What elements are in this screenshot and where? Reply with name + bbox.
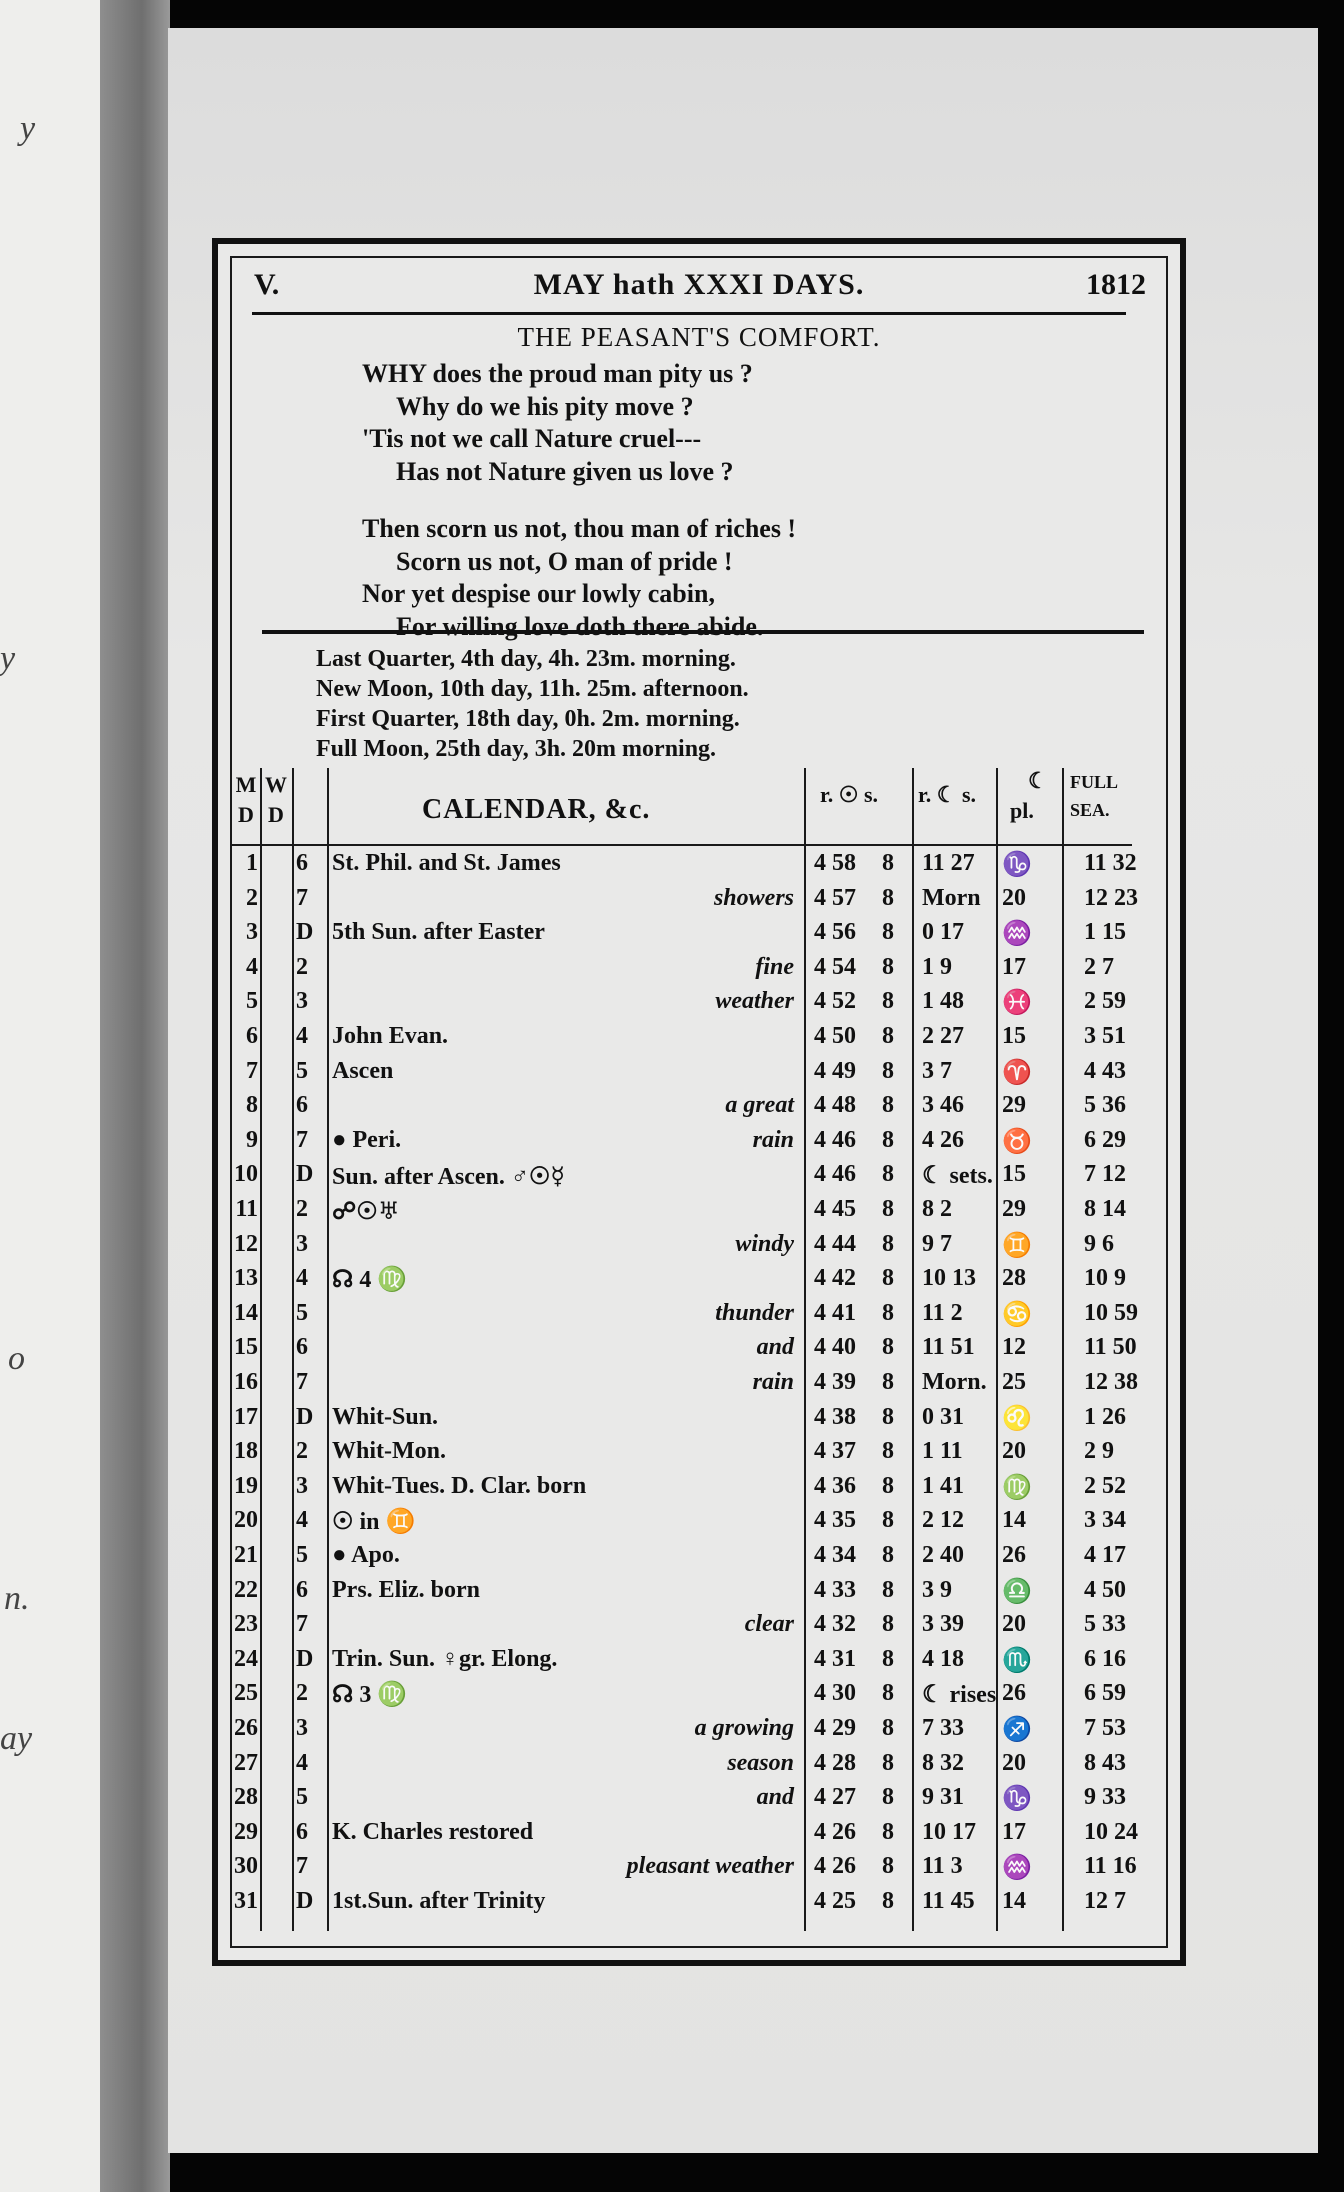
day-of-week: 2 [296, 1680, 308, 1707]
moon-rise-set: 3 9 [922, 1576, 952, 1603]
day-of-week: 6 [296, 850, 308, 876]
moon-place: 15 [1002, 1023, 1026, 1049]
calendar-note: ● Peri. [332, 1126, 402, 1153]
weather-note: rain [752, 1126, 794, 1153]
moon-rise-set: 1 9 [922, 953, 952, 980]
day-of-week: 4 [296, 1023, 308, 1049]
calendar-note: ☊ 3 ♍ [332, 1682, 408, 1709]
full-sea: 4 43 [1084, 1057, 1126, 1084]
moon-rise-set: 11 2 [922, 1299, 963, 1326]
almanac-inner-border [230, 256, 1168, 1948]
calendar-title: CALENDAR, &c. [422, 794, 651, 825]
weather-note: showers [713, 884, 794, 911]
poem-line: Scorn us not, O man of pride ! [396, 546, 733, 576]
day-of-month: 3 [246, 919, 258, 946]
calendar-note: Prs. Eliz. born [332, 1576, 480, 1603]
sun-rise: 4 46 [814, 1161, 856, 1188]
sun-rise: 4 48 [814, 1092, 856, 1119]
day-of-week: 7 [296, 1611, 308, 1638]
sun-set: 8 [882, 1645, 894, 1672]
calendar-note: 1st.Sun. after Trinity [332, 1888, 546, 1914]
full-sea: 11 32 [1084, 850, 1137, 876]
moon-rise-set: ☾ rises [922, 1682, 997, 1709]
sun-rise: 4 37 [814, 1438, 856, 1465]
moon-rise-set: 11 3 [922, 1853, 963, 1880]
sun-set: 8 [882, 1369, 894, 1395]
header-md: M [235, 772, 257, 797]
sun-rise: 4 34 [814, 1542, 856, 1568]
full-sea: 1 26 [1084, 1403, 1126, 1430]
month-title: MAY hath XXXI DAYS. [533, 268, 865, 301]
moon-phase-line: Last Quarter, 4th day, 4h. 23m. morning. [316, 646, 736, 672]
day-of-month: 18 [234, 1438, 258, 1465]
moon-rise-set: 0 31 [922, 1403, 964, 1430]
moon-place: 20 [1002, 1749, 1026, 1776]
sun-rise: 4 29 [814, 1715, 856, 1741]
moon-place: ♓ [1002, 990, 1032, 1017]
calendar-note: John Evan. [332, 1023, 449, 1049]
full-sea: 4 50 [1084, 1576, 1126, 1603]
full-sea: 11 50 [1084, 1334, 1137, 1361]
day-of-month: 2 [246, 884, 258, 911]
full-sea: 2 7 [1084, 953, 1114, 980]
poem-line: For willing love doth there abide. [396, 611, 764, 641]
moon-rise-set: 4 18 [922, 1645, 964, 1672]
poem-line: 'Tis not we call Nature cruel--- [362, 424, 702, 453]
full-sea: 12 38 [1084, 1369, 1138, 1395]
full-sea: 5 36 [1084, 1092, 1126, 1119]
weather-note: thunder [715, 1299, 794, 1326]
full-sea: 10 24 [1084, 1818, 1138, 1845]
day-of-week: 2 [296, 1196, 308, 1222]
sun-rise: 4 54 [814, 953, 856, 980]
day-of-week: 7 [296, 1369, 308, 1395]
full-sea: 1 15 [1084, 919, 1126, 946]
header-rule [252, 312, 1126, 315]
day-of-week: D [296, 1161, 314, 1188]
sun-rise: 4 45 [814, 1196, 856, 1222]
poem-body [362, 358, 796, 643]
book-spine-shadow [100, 0, 170, 2192]
calendar-note: Whit-Tues. D. Clar. born [332, 1472, 587, 1499]
sun-set: 8 [882, 1265, 894, 1292]
day-of-week: 4 [296, 1749, 308, 1776]
sun-set: 8 [882, 1680, 894, 1707]
calendar-note: ● Apo. [332, 1542, 400, 1568]
day-of-week: D [296, 1645, 314, 1672]
moon-rise-set: 4 26 [922, 1126, 964, 1153]
header-moon-pl: pl. [1010, 798, 1034, 823]
sun-set: 8 [882, 1057, 894, 1084]
sun-rise: 4 39 [814, 1369, 856, 1395]
day-of-week: 3 [296, 988, 308, 1015]
sun-set: 8 [882, 1334, 894, 1361]
page-header [232, 258, 1166, 314]
calendar-note: Ascen [332, 1057, 394, 1084]
day-of-week: 5 [296, 1299, 308, 1326]
moon-place: ♏ [1002, 1647, 1032, 1674]
sea-divider [1062, 768, 1064, 1931]
moon-rise-set: 11 51 [922, 1334, 975, 1361]
day-of-week: 3 [296, 1715, 308, 1741]
calendar-note: K. Charles restored [332, 1818, 534, 1845]
sun-set: 8 [882, 1092, 894, 1119]
weather-note: clear [744, 1611, 794, 1638]
sun-set: 8 [882, 1888, 894, 1914]
sun-rise: 4 52 [814, 988, 856, 1015]
sun-rise: 4 57 [814, 884, 856, 911]
sun-rise: 4 38 [814, 1403, 856, 1430]
sun-set: 8 [882, 1507, 894, 1534]
sun-rise: 4 49 [814, 1057, 856, 1084]
moon-place: 26 [1002, 1542, 1026, 1568]
sun-set: 8 [882, 1472, 894, 1499]
day-of-week: 6 [296, 1092, 308, 1119]
header-wd: D [268, 802, 284, 827]
sun-rise: 4 35 [814, 1507, 856, 1534]
day-of-month: 8 [246, 1092, 258, 1119]
moon-place: 28 [1002, 1265, 1026, 1292]
day-of-month: 25 [234, 1680, 258, 1707]
moon-place: ♑ [1002, 852, 1032, 878]
sun-rise: 4 46 [814, 1126, 856, 1153]
sun-set: 8 [882, 1715, 894, 1741]
weather-note: pleasant weather [626, 1853, 794, 1880]
moon-place: 15 [1002, 1161, 1026, 1188]
weather-note: a great [725, 1092, 794, 1119]
moon-rise-set: 2 12 [922, 1507, 964, 1534]
day-of-week: 7 [296, 884, 308, 911]
sun-set: 8 [882, 1126, 894, 1153]
sun-set: 8 [882, 1438, 894, 1465]
moon-rise-set: 1 41 [922, 1472, 964, 1499]
full-sea: 8 43 [1084, 1749, 1126, 1776]
sun-rise: 4 44 [814, 1230, 856, 1257]
moon-rise-set: 9 7 [922, 1230, 952, 1257]
moon-place: 14 [1002, 1507, 1026, 1534]
moon-place: ♍ [1002, 1474, 1032, 1501]
full-sea: 6 16 [1084, 1645, 1126, 1672]
moon-rise-set: 3 7 [922, 1057, 952, 1084]
full-sea: 2 59 [1084, 988, 1126, 1015]
day-of-month: 21 [234, 1542, 258, 1568]
moon-divider [912, 768, 914, 1931]
full-sea: 3 51 [1084, 1023, 1126, 1049]
weather-note: rain [752, 1369, 794, 1395]
full-sea: 9 33 [1084, 1784, 1126, 1811]
full-sea: 8 14 [1084, 1196, 1126, 1222]
day-of-week: 3 [296, 1472, 308, 1499]
left-page-edge [0, 0, 110, 2192]
full-sea: 6 29 [1084, 1126, 1126, 1153]
weather-note: a growing [694, 1715, 794, 1741]
header-rule [232, 844, 1132, 846]
calendar-note: ☊ 4 ♍ [332, 1267, 408, 1294]
full-sea: 6 59 [1084, 1680, 1126, 1707]
calendar-note: Whit-Sun. [332, 1403, 439, 1430]
day-of-month: 6 [246, 1023, 258, 1049]
sun-rise: 4 25 [814, 1888, 856, 1914]
moon-rise-set: 8 2 [922, 1196, 952, 1222]
sun-set: 8 [882, 884, 894, 911]
moon-rise-set: Morn [922, 884, 981, 911]
day-of-month: 9 [246, 1126, 258, 1153]
day-of-week: 5 [296, 1057, 308, 1084]
header-full-sea: FULL [1070, 772, 1119, 792]
sun-set: 8 [882, 1576, 894, 1603]
marginalia-mark: y [20, 110, 36, 147]
weather-note: weather [715, 988, 794, 1015]
calendar-note: 5th Sun. after Easter [332, 919, 545, 946]
day-of-month: 28 [234, 1784, 258, 1811]
md-wd-divider [260, 768, 262, 1931]
sun-rise: 4 31 [814, 1645, 856, 1672]
day-of-week: 4 [296, 1265, 308, 1292]
sun-rise: 4 40 [814, 1334, 856, 1361]
wd-divider [292, 768, 294, 1931]
stanza-gap [362, 488, 796, 513]
day-of-month: 23 [234, 1611, 258, 1638]
year-label: 1812 [1086, 268, 1146, 301]
moon-rise-set: Morn. [922, 1369, 987, 1395]
full-sea: 12 23 [1084, 884, 1138, 911]
moon-place: ♋ [1002, 1301, 1032, 1328]
header-sun: r. ☉ s. [820, 782, 879, 807]
day-of-month: 13 [234, 1265, 258, 1292]
almanac-frame [212, 238, 1186, 1966]
day-of-week: 2 [296, 1438, 308, 1465]
weather-note: windy [735, 1230, 794, 1257]
day-of-month: 7 [246, 1057, 258, 1084]
moon-place: ♈ [1002, 1059, 1032, 1086]
sun-set: 8 [882, 1299, 894, 1326]
day-of-month: 1 [246, 850, 258, 876]
moon-place: 20 [1002, 1611, 1026, 1638]
full-sea: 7 53 [1084, 1715, 1126, 1741]
calendar-note: ☍☉♅ [332, 1199, 400, 1225]
moon-place: 25 [1002, 1369, 1026, 1395]
moon-rise-set: 10 13 [922, 1265, 976, 1292]
moon-rise-set: 9 31 [922, 1784, 964, 1811]
day-of-week: 3 [296, 1230, 308, 1257]
day-of-month: 30 [234, 1853, 258, 1880]
sun-rise: 4 27 [814, 1784, 856, 1811]
text-divider [327, 768, 329, 1931]
header-moon: r. ☾ s. [918, 782, 977, 807]
sun-rise: 4 26 [814, 1818, 856, 1845]
marginalia-mark: y [0, 640, 16, 677]
day-of-week: 6 [296, 1334, 308, 1361]
sun-rise: 4 41 [814, 1299, 856, 1326]
moon-place: ♎ [1002, 1578, 1032, 1605]
day-of-week: D [296, 1888, 314, 1914]
moon-place: ♊ [1002, 1232, 1032, 1259]
day-of-week: D [296, 919, 314, 946]
moon-rise-set: 1 48 [922, 988, 964, 1015]
day-of-month: 12 [234, 1230, 258, 1257]
sun-set: 8 [882, 1818, 894, 1845]
sun-rise: 4 30 [814, 1680, 856, 1707]
day-of-month: 14 [234, 1299, 258, 1326]
moon-place: 17 [1002, 1818, 1026, 1845]
day-of-month: 24 [234, 1645, 258, 1672]
day-of-month: 26 [234, 1715, 258, 1741]
header-wd: W [265, 772, 287, 797]
header-md: D [238, 802, 254, 827]
day-of-week: D [296, 1403, 314, 1430]
full-sea: 7 12 [1084, 1161, 1126, 1188]
day-of-month: 5 [246, 988, 258, 1015]
day-of-month: 19 [234, 1472, 258, 1499]
moon-phases [316, 644, 749, 764]
moon-rise-set: 10 17 [922, 1818, 976, 1845]
day-of-week: 4 [296, 1507, 308, 1534]
sun-rise: 4 50 [814, 1023, 856, 1049]
sun-rise: 4 58 [814, 850, 856, 876]
day-of-week: 7 [296, 1853, 308, 1880]
signature-mark: V. [254, 268, 280, 301]
moon-phase-line: Full Moon, 25th day, 3h. 20m morning. [316, 736, 717, 762]
sun-rise: 4 28 [814, 1749, 856, 1776]
full-sea: 2 9 [1084, 1438, 1114, 1465]
sun-set: 8 [882, 1230, 894, 1257]
moon-place: ♐ [1002, 1717, 1032, 1743]
moon-rise-set: 1 11 [922, 1438, 963, 1465]
day-of-month: 29 [234, 1818, 258, 1845]
moon-place: 20 [1002, 1438, 1026, 1465]
day-of-month: 17 [234, 1403, 258, 1430]
calendar-note: Whit-Mon. [332, 1438, 446, 1465]
day-of-week: 7 [296, 1126, 308, 1153]
sun-set: 8 [882, 988, 894, 1015]
sun-set: 8 [882, 1403, 894, 1430]
weather-note: and [756, 1784, 794, 1811]
poem-line: Why do we his pity move ? [396, 391, 694, 421]
moon-phase-line: New Moon, 10th day, 11h. 25m. afternoon. [316, 676, 749, 702]
sun-set: 8 [882, 1853, 894, 1880]
day-of-week: 6 [296, 1576, 308, 1603]
marginalia-mark: ay [0, 1720, 33, 1757]
sun-set: 8 [882, 1023, 894, 1049]
moon-rise-set: 3 39 [922, 1611, 964, 1638]
full-sea: 11 16 [1084, 1853, 1137, 1880]
moon-rise-set: 8 32 [922, 1749, 964, 1776]
full-sea: 10 9 [1084, 1265, 1126, 1292]
day-of-month: 27 [234, 1749, 258, 1776]
moon-rise-set: 2 40 [922, 1542, 964, 1568]
moon-place: ♉ [1002, 1128, 1032, 1155]
day-of-week: 2 [296, 953, 308, 980]
sun-rise: 4 56 [814, 919, 856, 946]
sun-rise: 4 33 [814, 1576, 856, 1603]
moon-place: ♒ [1002, 921, 1032, 948]
sun-set: 8 [882, 850, 894, 876]
calendar-note: Trin. Sun. ♀gr. Elong. [332, 1645, 558, 1672]
moon-place: ♒ [1002, 1855, 1032, 1882]
header-moon-pl: ☾ [1028, 768, 1048, 793]
marginalia-mark: o [8, 1340, 25, 1377]
moon-rise-set: 11 45 [922, 1888, 975, 1914]
poem-rule [262, 630, 1144, 634]
moon-place: 20 [1002, 884, 1026, 911]
moon-place: 12 [1002, 1334, 1026, 1361]
full-sea: 5 33 [1084, 1611, 1126, 1638]
full-sea: 12 7 [1084, 1888, 1126, 1914]
day-of-week: 6 [296, 1818, 308, 1845]
moon-rise-set: 3 46 [922, 1092, 964, 1119]
moon-place: 29 [1002, 1196, 1026, 1222]
header-full-sea: SEA. [1070, 800, 1110, 820]
sun-set: 8 [882, 1196, 894, 1222]
day-of-month: 11 [235, 1196, 258, 1222]
day-of-month: 15 [234, 1334, 258, 1361]
full-sea: 9 6 [1084, 1230, 1114, 1257]
moon-rise-set: 2 27 [922, 1023, 964, 1049]
day-of-month: 31 [234, 1888, 258, 1914]
marginalia-mark: n. [4, 1580, 30, 1617]
moon-place: 17 [1002, 953, 1026, 980]
poem-line: Nor yet despise our lowly cabin, [362, 579, 715, 608]
sun-rise: 4 26 [814, 1853, 856, 1880]
moon-rise-set: ☾ sets. [922, 1163, 993, 1190]
sun-rise: 4 36 [814, 1472, 856, 1499]
moon-place: ♌ [1002, 1405, 1032, 1432]
weather-note: and [756, 1334, 794, 1361]
day-of-week: 5 [296, 1784, 308, 1811]
moon-phase-line: First Quarter, 18th day, 0h. 2m. morning. [316, 706, 740, 732]
sun-rise: 4 42 [814, 1265, 856, 1292]
pl-divider [996, 768, 998, 1931]
moon-place: 14 [1002, 1888, 1026, 1914]
day-of-week: 5 [296, 1542, 308, 1568]
sun-divider [804, 768, 806, 1931]
day-of-month: 4 [246, 953, 258, 980]
sun-set: 8 [882, 1784, 894, 1811]
moon-rise-set: 11 27 [922, 850, 975, 876]
full-sea: 4 17 [1084, 1542, 1126, 1568]
moon-place: ♑ [1002, 1786, 1032, 1813]
sun-set: 8 [882, 1611, 894, 1638]
poem-title: THE PEASANT'S COMFORT. [517, 322, 881, 352]
full-sea: 2 52 [1084, 1472, 1126, 1499]
weather-note: season [727, 1749, 794, 1776]
calendar-note: Sun. after Ascen. ♂☉☿ [332, 1164, 566, 1191]
sun-set: 8 [882, 1542, 894, 1568]
day-of-month: 20 [234, 1507, 258, 1534]
calendar-note: ☉ in ♊ [332, 1509, 416, 1536]
calendar-note: St. Phil. and St. James [332, 850, 561, 876]
moon-place: 29 [1002, 1092, 1026, 1119]
sun-set: 8 [882, 919, 894, 946]
sun-set: 8 [882, 1161, 894, 1188]
sun-rise: 4 32 [814, 1611, 856, 1638]
full-sea: 3 34 [1084, 1507, 1126, 1534]
day-of-month: 10 [234, 1161, 258, 1188]
day-of-month: 22 [234, 1576, 258, 1603]
day-of-month: 16 [234, 1369, 258, 1395]
poem-line: Then scorn us not, thou man of riches ! [362, 514, 797, 543]
moon-rise-set: 7 33 [922, 1715, 964, 1741]
moon-rise-set: 0 17 [922, 919, 964, 946]
sun-set: 8 [882, 1749, 894, 1776]
full-sea: 10 59 [1084, 1299, 1138, 1326]
poem-line: WHY does the proud man pity us ? [362, 359, 753, 388]
sun-set: 8 [882, 953, 894, 980]
poem-line: Has not Nature given us love ? [396, 456, 734, 486]
moon-place: 26 [1002, 1680, 1026, 1707]
weather-note: fine [755, 953, 794, 980]
